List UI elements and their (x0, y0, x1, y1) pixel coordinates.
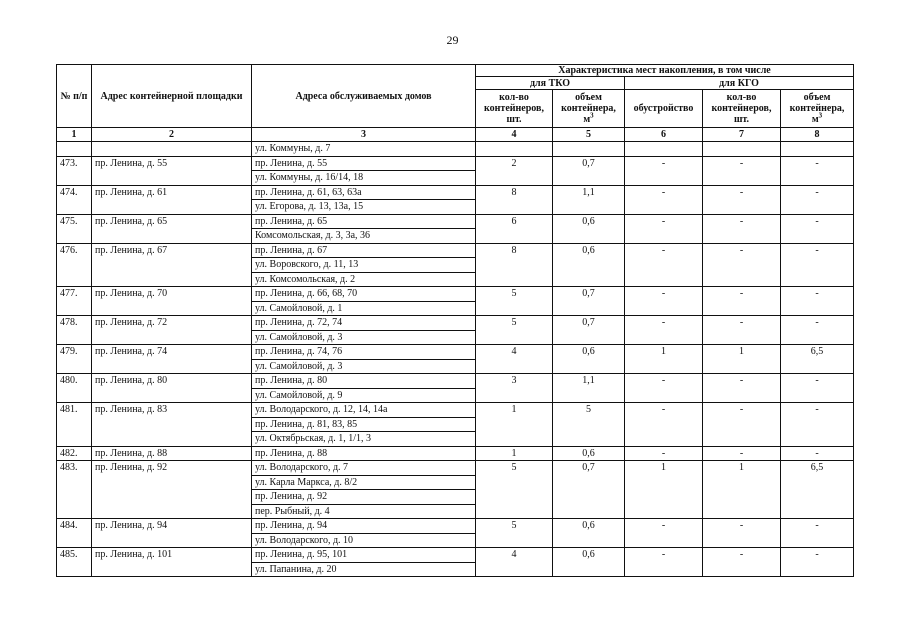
tko-count: 5 (476, 287, 553, 316)
kgo-setup: - (625, 287, 703, 316)
record-number: 485. (57, 548, 92, 577)
house-address: ул. Володарского, д. 12, 14, 14а (252, 403, 476, 418)
house-address: пр. Ленина, д. 80 (252, 374, 476, 389)
kgo-count: - (703, 519, 781, 548)
tko-count: 8 (476, 243, 553, 287)
header-characteristics: Характеристика мест накопления, в том числе (476, 65, 854, 77)
record-number: 473. (57, 156, 92, 185)
tko-count: 2 (476, 156, 553, 185)
tko-volume: 1,1 (553, 185, 625, 214)
record-number: 482. (57, 446, 92, 461)
kgo-volume: - (781, 403, 854, 447)
tko-volume: 0,6 (553, 519, 625, 548)
table-row (57, 374, 854, 389)
record-number: 483. (57, 461, 92, 519)
table-header (57, 65, 854, 142)
table-row (57, 243, 854, 258)
site-address: пр. Ленина, д. 74 (92, 345, 252, 374)
record-number: 479. (57, 345, 92, 374)
tko-volume: 0,6 (553, 345, 625, 374)
table-row (57, 548, 854, 563)
tko-volume: 0,6 (553, 548, 625, 577)
house-address: ул. Воровского, д. 11, 13 (252, 258, 476, 273)
kgo-volume: - (781, 316, 854, 345)
kgo-volume: - (781, 548, 854, 577)
kgo-volume: - (781, 287, 854, 316)
kgo-setup: - (625, 548, 703, 577)
site-address: пр. Ленина, д. 61 (92, 185, 252, 214)
house-address: пр. Ленина, д. 94 (252, 519, 476, 534)
kgo-setup: 1 (625, 461, 703, 519)
house-address: Комсомольская, д. 3, 3а, 36 (252, 229, 476, 244)
kgo-setup: 1 (625, 345, 703, 374)
tko-count: 5 (476, 519, 553, 548)
record-number: 480. (57, 374, 92, 403)
house-address: пр. Ленина, д. 74, 76 (252, 345, 476, 360)
column-number: 5 (553, 128, 625, 142)
header-houses: Адреса обслуживаемых домов (252, 65, 476, 128)
record-number: 475. (57, 214, 92, 243)
house-address: пр. Ленина, д. 67 (252, 243, 476, 258)
kgo-volume: 6,5 (781, 345, 854, 374)
house-address: ул. Самойловой, д. 3 (252, 359, 476, 374)
kgo-count: - (703, 374, 781, 403)
house-address: пр. Ленина, д. 65 (252, 214, 476, 229)
house-address: ул. Комсомольская, д. 2 (252, 272, 476, 287)
record-number: 477. (57, 287, 92, 316)
record-number: 474. (57, 185, 92, 214)
column-number: 2 (92, 128, 252, 142)
kgo-count: - (703, 185, 781, 214)
page-number: 29 (446, 33, 459, 47)
table-row (57, 214, 854, 229)
header-tko-count: кол-во контейнеров, шт. (476, 90, 553, 128)
tko-count: 1 (476, 446, 553, 461)
record-number: 484. (57, 519, 92, 548)
tko-volume: 0,7 (553, 287, 625, 316)
house-address: пр. Ленина, д. 81, 83, 85 (252, 417, 476, 432)
column-number: 4 (476, 128, 553, 142)
house-address: ул. Егорова, д. 13, 13а, 15 (252, 200, 476, 215)
site-address: пр. Ленина, д. 80 (92, 374, 252, 403)
tko-volume: 0,7 (553, 156, 625, 185)
kgo-setup: - (625, 156, 703, 185)
house-address: ул. Володарского, д. 7 (252, 461, 476, 476)
kgo-volume: - (781, 374, 854, 403)
tko-count: 4 (476, 548, 553, 577)
house-address: ул. Карла Маркса, д. 8/2 (252, 475, 476, 490)
house-address: ул. Октябрьская, д. 1, 1/1, 3 (252, 432, 476, 447)
header-tko-volume: объем контейнера, $м^3$ (553, 90, 625, 128)
table-body (57, 142, 854, 577)
house-address: ул. Самойловой, д. 1 (252, 301, 476, 316)
site-address: пр. Ленина, д. 65 (92, 214, 252, 243)
site-address: пр. Ленина, д. 70 (92, 287, 252, 316)
column-number: 8 (781, 128, 854, 142)
house-address: ул. Папанина, д. 20 (252, 562, 476, 577)
tko-volume: 0,6 (553, 214, 625, 243)
tko-volume: 0,7 (553, 316, 625, 345)
tko-volume: 0,7 (553, 461, 625, 519)
column-number-row (57, 128, 854, 142)
kgo-count: - (703, 287, 781, 316)
house-address: пр. Ленина, д. 61, 63, 63а (252, 185, 476, 200)
tko-volume: 1,1 (553, 374, 625, 403)
header-kgo-volume: объем контейнера, $м^3$ (781, 90, 854, 128)
tko-count: 6 (476, 214, 553, 243)
site-address: пр. Ленина, д. 88 (92, 446, 252, 461)
kgo-setup: - (625, 243, 703, 287)
site-address: пр. Ленина, д. 72 (92, 316, 252, 345)
continuation-row (57, 142, 854, 157)
table-row (57, 403, 854, 418)
container-sites-table (56, 64, 854, 577)
column-number: 3 (252, 128, 476, 142)
tko-volume: 0,6 (553, 446, 625, 461)
site-address: пр. Ленина, д. 83 (92, 403, 252, 447)
table-row (57, 345, 854, 360)
table-row (57, 156, 854, 171)
tko-volume: 0,6 (553, 243, 625, 287)
house-address: ул. Самойловой, д. 9 (252, 388, 476, 403)
header-kgo-count: кол-во контейнеров, шт. (703, 90, 781, 128)
table-row (57, 446, 854, 461)
kgo-count: - (703, 156, 781, 185)
header-site: Адрес контейнерной площадки (92, 65, 252, 128)
kgo-volume: - (781, 156, 854, 185)
house-address: пр. Ленина, д. 72, 74 (252, 316, 476, 331)
house-address: ул. Коммуны, д. 16/14, 18 (252, 171, 476, 186)
site-address: пр. Ленина, д. 94 (92, 519, 252, 548)
kgo-count: - (703, 316, 781, 345)
kgo-setup: - (625, 214, 703, 243)
site-address: пр. Ленина, д. 101 (92, 548, 252, 577)
kgo-volume: - (781, 243, 854, 287)
site-address: пр. Ленина, д. 92 (92, 461, 252, 519)
kgo-setup: - (625, 185, 703, 214)
house-address: пр. Ленина, д. 95, 101 (252, 548, 476, 563)
tko-count: 5 (476, 461, 553, 519)
kgo-volume: - (781, 214, 854, 243)
header-tko: для ТКО (476, 77, 625, 90)
house-address: пер. Рыбный, д. 4 (252, 504, 476, 519)
house-address: пр. Ленина, д. 66, 68, 70 (252, 287, 476, 302)
kgo-setup: - (625, 374, 703, 403)
site-address: пр. Ленина, д. 55 (92, 156, 252, 185)
column-number: 1 (57, 128, 92, 142)
kgo-count: - (703, 446, 781, 461)
kgo-count: 1 (703, 461, 781, 519)
table-row (57, 519, 854, 534)
table-row (57, 316, 854, 331)
tko-count: 1 (476, 403, 553, 447)
house-address: пр. Ленина, д. 88 (252, 446, 476, 461)
header-no: № п/п (57, 65, 92, 128)
record-number: 481. (57, 403, 92, 447)
kgo-setup: - (625, 519, 703, 548)
tko-count: 5 (476, 316, 553, 345)
house-address: пр. Ленина, д. 92 (252, 490, 476, 505)
header-kgo: для КГО (625, 77, 854, 90)
house-address: ул. Коммуны, д. 7 (252, 142, 476, 157)
kgo-volume: - (781, 519, 854, 548)
table-row (57, 287, 854, 302)
tko-count: 3 (476, 374, 553, 403)
kgo-setup: - (625, 446, 703, 461)
house-address: пр. Ленина, д. 55 (252, 156, 476, 171)
kgo-count: - (703, 214, 781, 243)
tko-count: 8 (476, 185, 553, 214)
table-row (57, 461, 854, 476)
kgo-count: - (703, 243, 781, 287)
house-address: ул. Володарского, д. 10 (252, 533, 476, 548)
site-address: пр. Ленина, д. 67 (92, 243, 252, 287)
kgo-volume: 6,5 (781, 461, 854, 519)
column-number: 7 (703, 128, 781, 142)
kgo-count: 1 (703, 345, 781, 374)
kgo-volume: - (781, 446, 854, 461)
kgo-setup: - (625, 403, 703, 447)
column-number: 6 (625, 128, 703, 142)
kgo-count: - (703, 403, 781, 447)
table-row (57, 185, 854, 200)
record-number: 476. (57, 243, 92, 287)
tko-volume: 5 (553, 403, 625, 447)
header-kgo-setup: обустройство (625, 90, 703, 128)
kgo-count: - (703, 548, 781, 577)
kgo-volume: - (781, 185, 854, 214)
house-address: ул. Самойловой, д. 3 (252, 330, 476, 345)
record-number: 478. (57, 316, 92, 345)
tko-count: 4 (476, 345, 553, 374)
kgo-setup: - (625, 316, 703, 345)
